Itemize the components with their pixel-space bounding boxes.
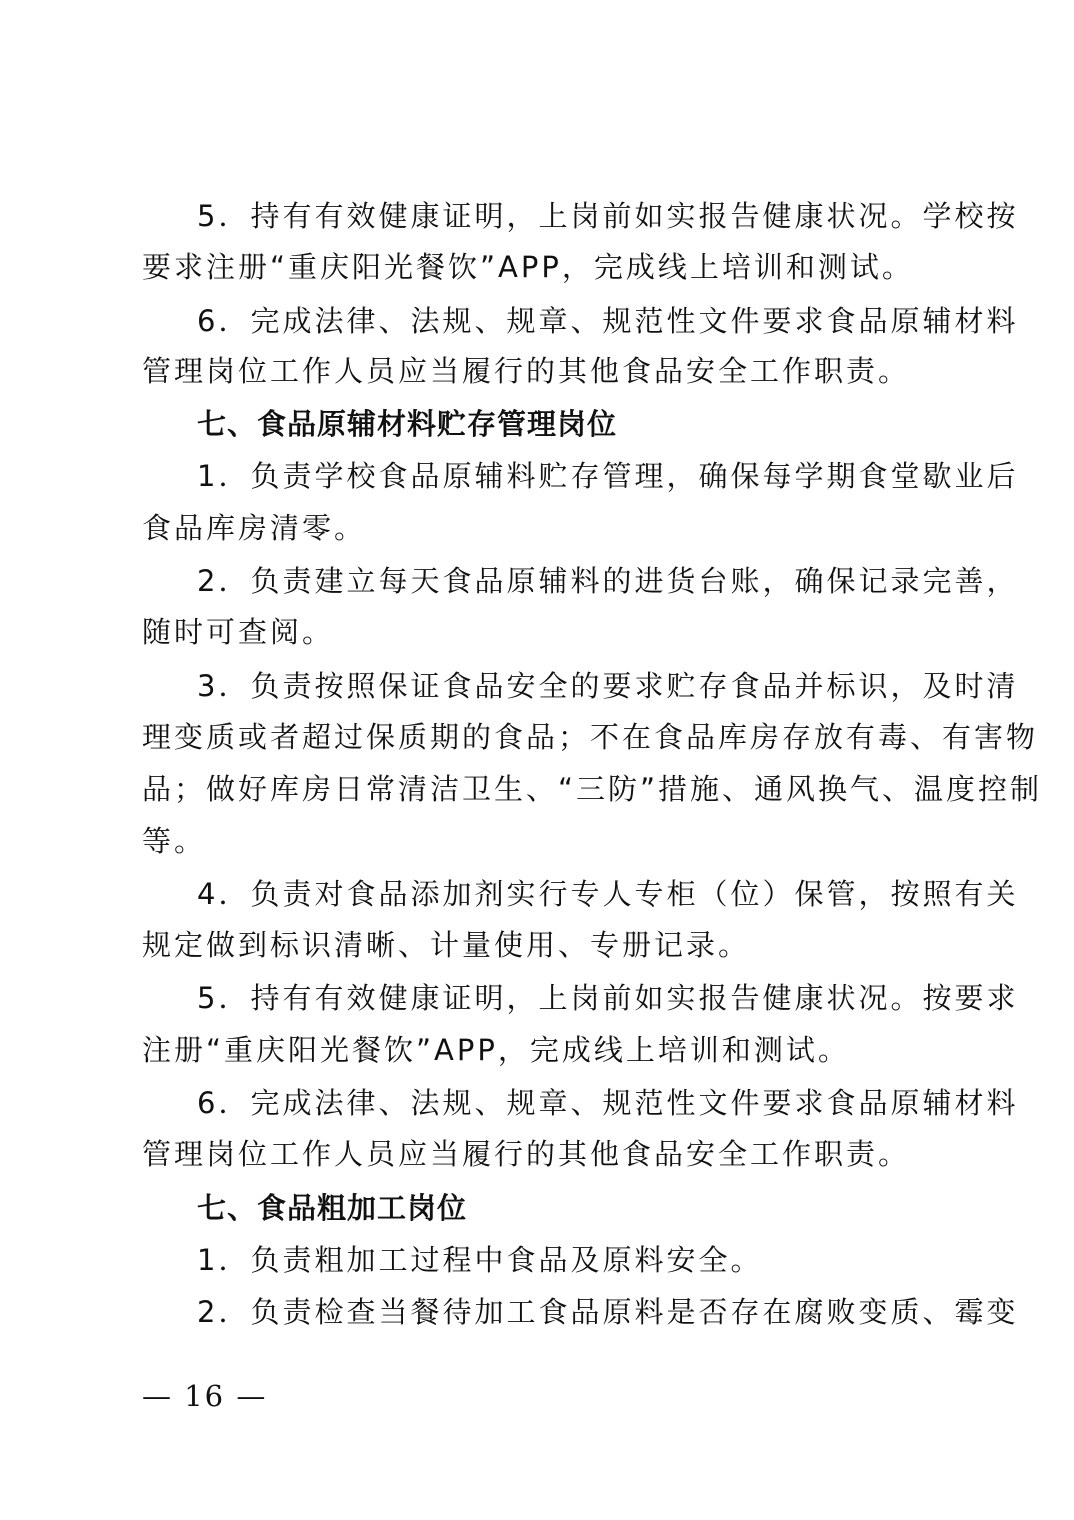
text-line: 4．负责对食品添加剂实行专人专柜（位）保管，按照有关 [197,877,1019,911]
section-heading: 七、食品粗加工岗位 [197,1191,468,1225]
text-line: 注册“重庆阳光餐饮”APP，完成线上培训和测试。 [142,1033,850,1067]
text-line: 1．负责学校食品原辅料贮存管理，确保每学期食堂歇业后 [197,459,1019,493]
text-line: 管理岗位工作人员应当履行的其他食品安全工作职责。 [142,354,911,388]
text-line: 2．负责建立每天食品原辅料的进货台账，确保记录完善， [197,564,1019,598]
section-heading: 七、食品原辅材料贮存管理岗位 [197,407,618,441]
text-line: 品；做好库房日常清洁卫生、“三防”措施、通风换气、温度控制 [142,772,1043,806]
text-line: 等。 [142,824,207,858]
text-line: 6．完成法律、法规、规章、规范性文件要求食品原辅材料 [197,304,1019,338]
text-line: 随时可查阅。 [142,615,335,649]
text-line: 规定做到标识清晰、计量使用、专册记录。 [142,928,751,962]
text-line: 1．负责粗加工过程中食品及原料安全。 [197,1243,763,1277]
text-line: 2．负责检查当餐待加工食品原料是否存在腐败变质、霉变 [197,1295,1019,1329]
text-line: 要求注册“重庆阳光餐饮”APP，完成线上培训和测试。 [142,250,914,284]
text-line: 5．持有有效健康证明，上岗前如实报告健康状况。学校按 [197,199,1019,233]
page-number: — 16 — [142,1379,268,1413]
text-line: 5．持有有效健康证明，上岗前如实报告健康状况。按要求 [197,981,1019,1015]
text-line: 理变质或者超过保质期的食品；不在食品库房存放有毒、有害物 [142,720,1039,754]
text-line: 3．负责按照保证食品安全的要求贮存食品并标识，及时清 [197,669,1019,703]
text-line: 管理岗位工作人员应当履行的其他食品安全工作职责。 [142,1137,911,1171]
text-line: 6．完成法律、法规、规章、规范性文件要求食品原辅材料 [197,1086,1019,1120]
text-line: 食品库房清零。 [142,511,367,545]
